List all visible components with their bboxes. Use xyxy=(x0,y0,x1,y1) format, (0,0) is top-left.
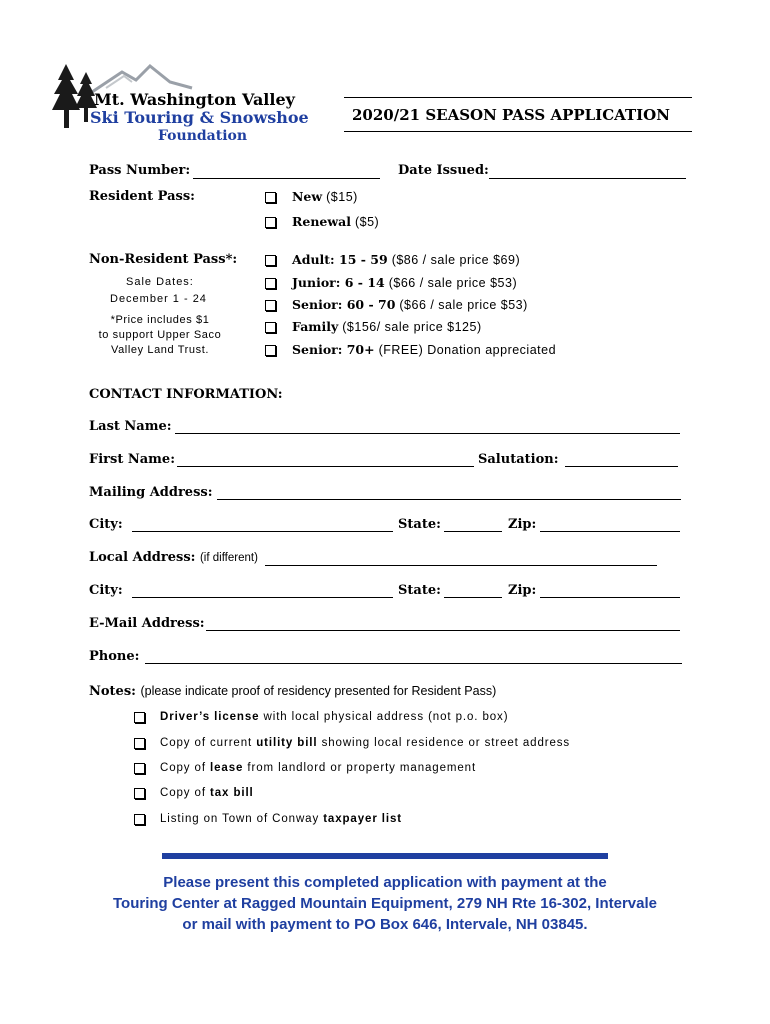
city-label: City: xyxy=(89,517,123,532)
phone-field[interactable] xyxy=(145,663,682,664)
tax-bill-checkbox[interactable] xyxy=(134,788,145,799)
local-zip-label: Zip: xyxy=(508,583,537,598)
price-note-2: to support Upper Saco xyxy=(98,329,222,341)
zip-label: Zip: xyxy=(508,517,537,532)
sale-dates-value: December 1 - 24 xyxy=(110,293,207,305)
footer-line-2: Touring Center at Ragged Mountain Equipment, 279 NH Rte 16-302, Intervale xyxy=(113,895,657,912)
state-field[interactable] xyxy=(444,531,502,532)
nonresident-pass-label: Non-Resident Pass*: xyxy=(89,252,238,267)
notes-label: Notes: (please indicate proof of residency presented for Resident Pass) xyxy=(89,684,497,699)
mailing-address-label: Mailing Address: xyxy=(89,485,213,500)
price-note-3: Valley Land Trust. xyxy=(110,344,210,356)
phone-label: Phone: xyxy=(89,649,140,664)
logo-line-3: Foundation xyxy=(158,128,248,144)
family-checkbox[interactable] xyxy=(265,322,276,333)
page-title: 2020/21 SEASON PASS APPLICATION xyxy=(352,106,670,124)
utility-bill-checkbox[interactable] xyxy=(134,738,145,749)
local-address-note: (if different) xyxy=(199,552,258,564)
logo-line-2: Ski Touring & Snowshoe xyxy=(90,108,309,127)
local-state-field[interactable] xyxy=(444,597,502,598)
mailing-address-field[interactable] xyxy=(217,499,681,500)
first-name-field[interactable] xyxy=(177,466,474,467)
pass-number-label: Pass Number: xyxy=(89,163,191,178)
contact-heading: CONTACT INFORMATION: xyxy=(89,387,283,402)
date-issued-label: Date Issued: xyxy=(398,163,489,178)
renewal-option: Renewal ($5) xyxy=(292,214,380,229)
resident-pass-label: Resident Pass: xyxy=(89,189,195,204)
proof-item-5: Listing on Town of Conway taxpayer list xyxy=(160,813,403,825)
junior-option: Junior: 6 - 14 ($66 / sale price $53) xyxy=(292,275,518,290)
adult-option: Adult: 15 - 59 ($86 / sale price $69) xyxy=(292,252,521,267)
email-field[interactable] xyxy=(206,630,680,631)
salutation-label: Salutation: xyxy=(478,452,559,467)
lease-checkbox[interactable] xyxy=(134,763,145,774)
salutation-field[interactable] xyxy=(565,466,678,467)
drivers-license-checkbox[interactable] xyxy=(134,712,145,723)
local-address-label: Local Address: (if different) xyxy=(89,550,258,565)
adult-checkbox[interactable] xyxy=(265,255,276,266)
new-checkbox[interactable] xyxy=(265,192,276,203)
date-issued-field[interactable] xyxy=(489,178,686,179)
local-address-field[interactable] xyxy=(265,565,657,566)
sale-dates-label: Sale Dates: xyxy=(126,276,194,288)
email-label: E-Mail Address: xyxy=(89,616,205,631)
logo-line-1: Mt. Washington Valley xyxy=(94,90,295,109)
local-zip-field[interactable] xyxy=(540,597,680,598)
new-option: New ($15) xyxy=(292,189,358,204)
local-city-label: City: xyxy=(89,583,123,598)
renewal-checkbox[interactable] xyxy=(265,217,276,228)
last-name-field[interactable] xyxy=(175,433,680,434)
footer-line-1: Please present this completed application with payment at the xyxy=(163,874,607,891)
senior-checkbox[interactable] xyxy=(265,300,276,311)
price-note-1: *Price includes $1 xyxy=(110,314,210,326)
senior-70-option: Senior: 70+ (FREE) Donation appreciated xyxy=(292,342,557,357)
footer-line-3: or mail with payment to PO Box 646, Intervale, NH 03845. xyxy=(182,916,588,933)
title-rule-bottom xyxy=(344,131,692,132)
local-city-field[interactable] xyxy=(132,597,393,598)
family-option: Family ($156/ sale price $125) xyxy=(292,319,482,334)
junior-checkbox[interactable] xyxy=(265,278,276,289)
senior-option: Senior: 60 - 70 ($66 / sale price $53) xyxy=(292,297,528,312)
title-rule-top xyxy=(344,97,692,98)
zip-field[interactable] xyxy=(540,531,680,532)
last-name-label: Last Name: xyxy=(89,419,172,434)
taxpayer-list-checkbox[interactable] xyxy=(134,814,145,825)
city-field[interactable] xyxy=(132,531,393,532)
notes-text: (please indicate proof of residency presented for Resident Pass) xyxy=(140,684,497,698)
proof-item-1: Driver’s license with local physical address (not p.o. box) xyxy=(160,711,509,723)
senior-70-checkbox[interactable] xyxy=(265,345,276,356)
local-state-label: State: xyxy=(398,583,441,598)
pass-number-field[interactable] xyxy=(193,178,380,179)
proof-item-3: Copy of lease from landlord or property management xyxy=(160,762,477,774)
proof-item-4: Copy of tax bill xyxy=(160,787,254,799)
blue-divider xyxy=(162,853,608,859)
proof-item-2: Copy of current utility bill showing local residence or street address xyxy=(160,737,571,749)
first-name-label: First Name: xyxy=(89,452,175,467)
state-label: State: xyxy=(398,517,441,532)
